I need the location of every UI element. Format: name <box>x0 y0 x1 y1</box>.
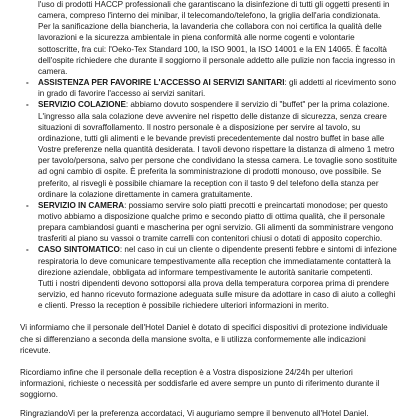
service-detail: L'ingresso alla sala colazione deve avvenire nel rispetto delle distanze di sicurezza, senza creare situazioni di sovraffollamento. Il nostro personale è a disposizione per servire al tavolo, su ordinazione, tutti gli alimenti e le bevande previsti precedentemente dal nostro buffet in base alle Vostre preferenze nella quantità desiderata. I tavoli devono rispettare la distanza di almeno 1 metro per tavolo/persona, salvo per persone che condividano la stessa camera. Le tovaglie sono sostituite ad ogni cambio di ospite. È preferita la somministrazione di prodotti monouso, ove possibile. Se preferito, al risvegli è possibile chiamare la reception con il tasto 9 del telefono della stanza per ordinare la colazione direttamente in camera gratuitamente. <box>38 111 398 199</box>
service-item-breakfast <box>38 99 398 199</box>
service-heading: SERVIZIO IN CAMERA <box>38 200 125 210</box>
service-text: : nel caso in cui un cliente o dipendente presenti febbre e sintomi di infezione respiratoria lo deve comunicare tempestivamente alla reception che immediatamente contatterà la direzione aziendale, obbligata ad informare tempestivamente le autorità sanitarie competenti. <box>38 245 397 277</box>
services-list <box>20 77 398 311</box>
disinfection-paragraph: l'uso di prodotti HACCP professionali che garantiscano la disinfezione di tutti gli oggetti presenti in camera, compreso l'interno dei minibar, il telecomando/telefono, la griglia dell'aria condizionata. <box>38 0 390 21</box>
service-heading: SERVIZIO COLAZIONE <box>38 100 126 110</box>
service-text: : abbiamo dovuto sospendere il servizio di "buffet" per la prima colazione. <box>125 100 390 110</box>
service-heading: CASO SINTOMATICO <box>38 245 120 255</box>
laundry-paragraph: Per la sanificazione della biancheria, la lavanderia che collabora con noi certifica la qualità delle lavorazioni e la sicurezza ambientale in piena conformità alle norme cogenti e volontarie sottoscritte, fra cui: l'Oeko-Tex Standard 100, la ISO 9001, la ISO 14001 e la EN 14065. È facoltà dell'ospite richiedere che durante il soggiorno il personale addetto alle pulizie non faccia ingresso in camera. <box>38 22 396 76</box>
service-heading: ASSISTENZA PER FAVORIRE L'ACCESSO AI SERVIZI SANITARI <box>38 78 285 88</box>
service-item-health-access <box>38 77 398 99</box>
service-item-room-service <box>38 200 398 245</box>
service-detail: Tutti i nostri dipendenti devono sottoporsi alla prova della temperatura corporea prima di prendere servizio, ed hanno ricevuto formazione adeguata sulle misure da adottare in caso di aiuto a colleghi e clienti. Presso la reception è possibile richiedere ulteriori informazioni in merito. <box>38 278 396 311</box>
thanks-paragraph: RingraziandoVi per la preferenza accordataci, Vi auguriamo sempre il benvenuto all'Hotel Daniel. <box>20 409 369 419</box>
service-text: : gli addetti al ricevimento sono in grado di favorire l'accesso ai servizi sanitari. <box>38 78 397 99</box>
service-text: : possiamo servire solo piatti precotti e preincartati monodose; per questo motivo abbiamo a disposizione qualche primo e secondo piatto di ottima qualità, che il personale prepara cambiandosi guanti e mascherina per ogni servizio. Gli alimenti da somministrare vengono trasferiti al piano su vassoi o tramite carrelli con contenitori chiusi o dotati di apposito coperchio. <box>38 200 394 244</box>
ppe-paragraph: Vi informiamo che il personale dell'Hotel Daniel è dotato di specifici dispositivi di protezione individuale che si differenziano a seconda della mansione svolta, e li utilizza conformemente alle indicazioni ricevute. <box>20 323 388 355</box>
hygiene-section <box>20 0 398 77</box>
service-item-symptomatic-case <box>38 244 398 311</box>
reception-paragraph: Ricordiamo infine che il personale della reception è a Vostra disposizione 24/24h per ulteriori informazioni, richieste o necessità per soddisfarle ed avere sempre un punto di riferimento durante il soggiorno. <box>20 367 380 400</box>
